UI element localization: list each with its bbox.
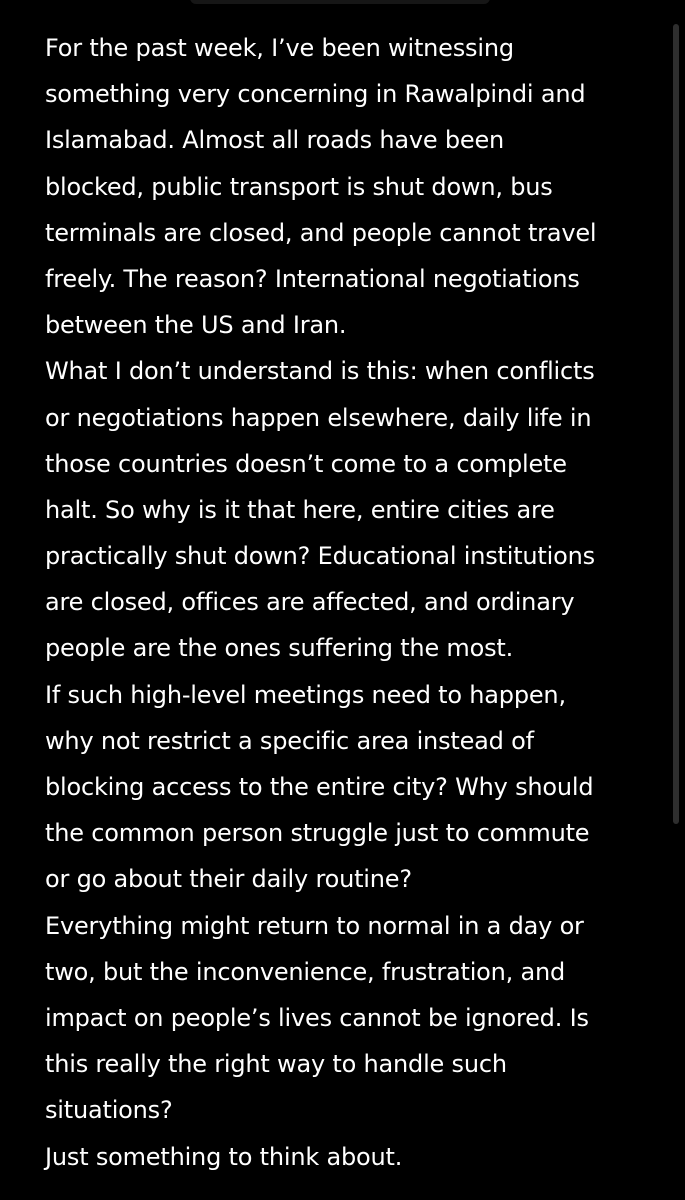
- note-line: impact on people’s lives cannot be ignored. Is: [45, 1003, 589, 1032]
- note-line: or go about their daily routine?: [45, 865, 412, 894]
- vertical-scrollbar[interactable]: [673, 0, 681, 1200]
- note-line: practically shut down? Educational institutions: [45, 542, 595, 571]
- note-line: this really the right way to handle such: [45, 1050, 507, 1079]
- note-line: blocked, public transport is shut down, bus: [45, 172, 553, 201]
- note-line: halt. So why is it that here, entire cities are: [45, 495, 555, 524]
- scrollbar-thumb[interactable]: [673, 24, 679, 824]
- note-line: situations?: [45, 1096, 173, 1125]
- note-line: between the US and Iran.: [45, 311, 347, 340]
- note-line: What I don’t understand is this: when conflicts: [45, 357, 595, 386]
- note-line: why not restrict a specific area instead of: [45, 726, 534, 755]
- note-body[interactable]: [45, 25, 655, 1180]
- note-line: freely. The reason? International negotiations: [45, 264, 580, 293]
- note-line: Islamabad. Almost all roads have been: [45, 126, 505, 155]
- clipped-text-fragment: [190, 0, 490, 4]
- clipped-previous-line: [0, 0, 685, 12]
- note-line: something very concerning in Rawalpindi and: [45, 80, 586, 109]
- note-line: two, but the inconvenience, frustration, and: [45, 957, 566, 986]
- note-line: For the past week, I’ve been witnessing: [45, 34, 514, 62]
- note-line: or negotiations happen elsewhere, daily life in: [45, 403, 592, 432]
- note-line: the common person struggle just to commute: [45, 819, 590, 848]
- note-line: If such high-level meetings need to happen,: [45, 680, 566, 709]
- note-line: are closed, offices are affected, and ordinary: [45, 588, 575, 617]
- note-line: Just something to think about.: [45, 1142, 403, 1171]
- note-line: those countries doesn’t come to a complete: [45, 449, 567, 478]
- note-line: people are the ones suffering the most.: [45, 634, 514, 663]
- note-line: terminals are closed, and people cannot travel: [45, 218, 597, 247]
- note-line: blocking access to the entire city? Why should: [45, 773, 594, 801]
- note-line: Everything might return to normal in a day or: [45, 911, 584, 940]
